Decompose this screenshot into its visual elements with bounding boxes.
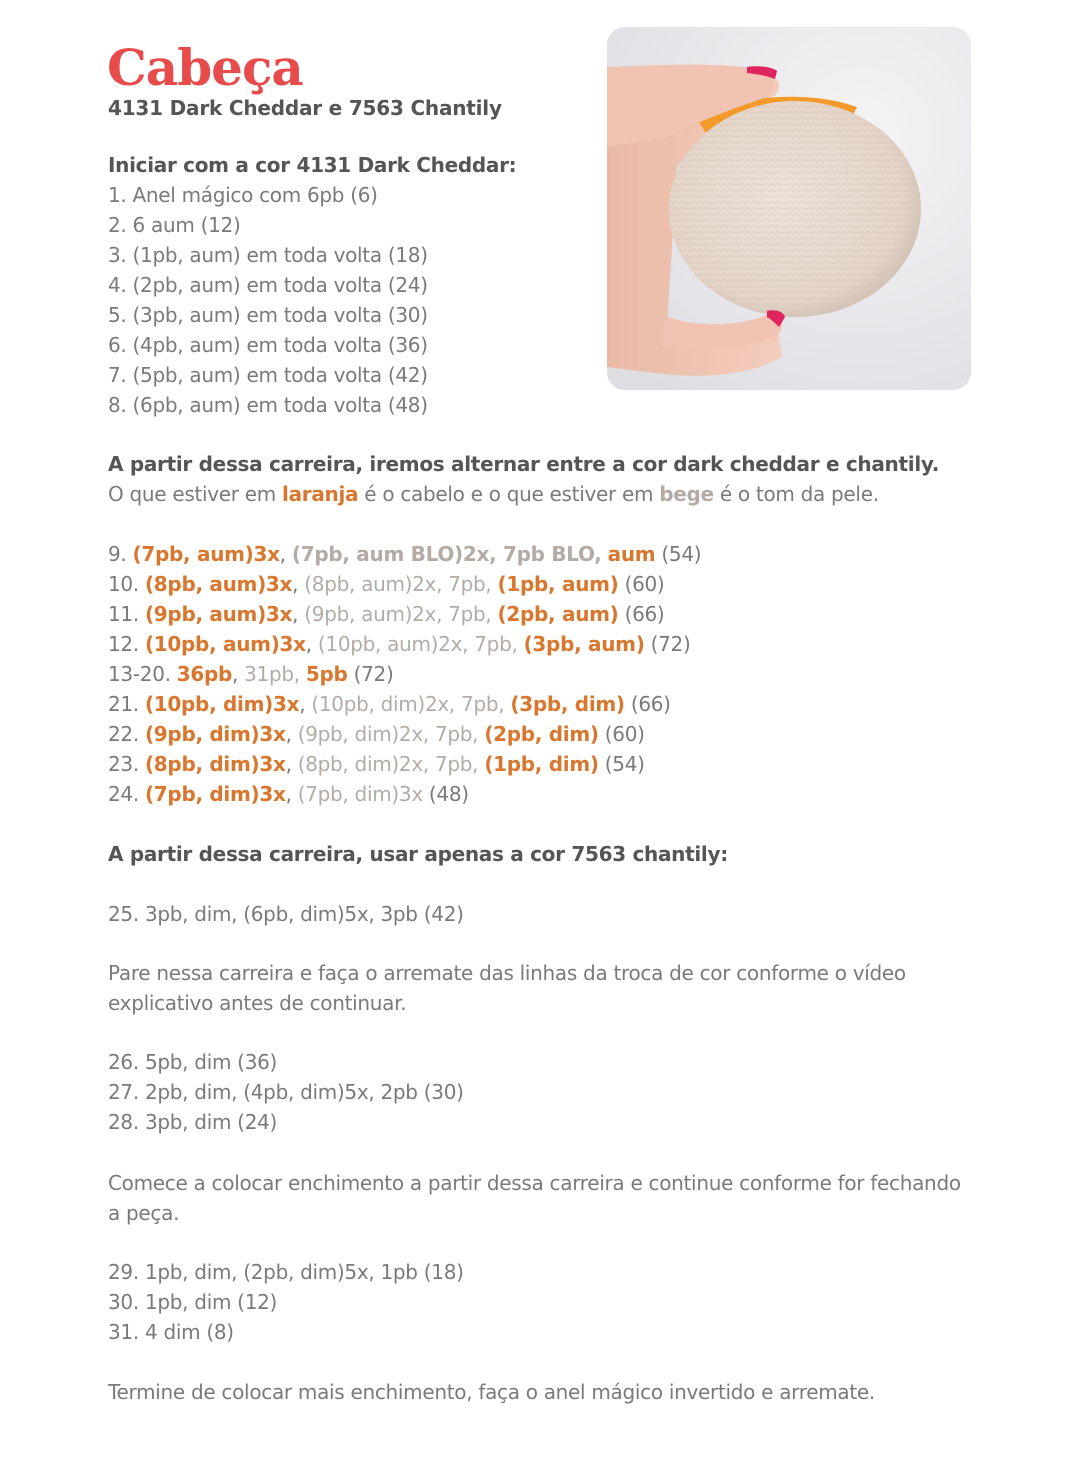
section-heading: A partir dessa carreira, iremos alternar entre a cor dark cheddar e chantily. [108,452,940,476]
legend-text: é o tom da pele. [713,482,879,506]
row-25: 25. 3pb, dim, (6pb, dim)5x, 3pb (42) [108,902,464,926]
row-12: 12. (10pb, aum)3x, (10pb, aum)2x, 7pb, (3pb, aum) (72) [108,632,691,656]
section-start [108,150,516,420]
row-1: 1. Anel mágico com 6pb (6) [108,183,378,207]
note-finish-color-change [108,958,968,1018]
section-chantily [108,839,728,869]
row-22: 22. (9pb, dim)3x, (9pb, dim)2x, 7pb, (2pb, dim) (60) [108,722,645,746]
row-25-block [108,899,464,929]
color-legend [108,479,939,509]
row-24: 24. (7pb, dim)3x, (7pb, dim)3x (48) [108,782,469,806]
page-title: Cabeça [107,38,303,97]
note-stuffing [108,1168,968,1228]
row-9: 9. (7pb, aum)3x, (7pb, aum BLO)2x, 7pb BLO, aum (54) [108,542,702,566]
row-28: 28. 3pb, dim (24) [108,1110,278,1134]
row-26: 26. 5pb, dim (36) [108,1050,278,1074]
row-6: 6. (4pb, aum) em toda volta (36) [108,333,428,357]
note-finish [108,1377,875,1407]
row-5: 5. (3pb, aum) em toda volta (30) [108,303,428,327]
row-2: 2. 6 aum (12) [108,213,241,237]
section-heading: Iniciar com a cor 4131 Dark Cheddar: [108,153,517,177]
crochet-head-photo [607,27,971,390]
row-4: 4. (2pb, aum) em toda volta (24) [108,273,428,297]
legend-text: O que estiver em [108,482,283,506]
section-heading: A partir dessa carreira, usar apenas a cor 7563 chantily: [108,842,728,866]
legend-text: é o cabelo e o que estiver em [358,482,660,506]
photo-illustration [607,27,971,390]
note-text: Pare nessa carreira e faça o arremate das linhas da troca de cor conforme o vídeo explicativo antes de continuar. [108,961,906,1015]
row-11: 11. (9pb, aum)3x, (9pb, aum)2x, 7pb, (2pb, aum) (66) [108,602,665,626]
yarn-colors-subtitle: 4131 Dark Cheddar e 7563 Chantily [108,96,502,120]
row-23: 23. (8pb, dim)3x, (8pb, dim)2x, 7pb, (1pb, dim) (54) [108,752,645,776]
note-text: Comece a colocar enchimento a partir dessa carreira e continue conforme for fechando a peça. [108,1171,961,1225]
section-alternate [108,449,939,509]
row-30: 30. 1pb, dim (12) [108,1290,278,1314]
row-27: 27. 2pb, dim, (4pb, dim)5x, 2pb (30) [108,1080,464,1104]
note-text: Termine de colocar mais enchimento, faça o anel mágico invertido e arremate. [108,1380,875,1404]
rows-26-28 [108,1047,464,1137]
alternating-rows [108,539,701,809]
row-21: 21. (10pb, dim)3x, (10pb, dim)2x, 7pb, (3pb, dim) (66) [108,692,671,716]
row-8: 8. (6pb, aum) em toda volta (48) [108,393,428,417]
row-13-20: 13-20. 36pb, 31pb, 5pb (72) [108,662,394,686]
row-7: 7. (5pb, aum) em toda volta (42) [108,363,428,387]
row-3: 3. (1pb, aum) em toda volta (18) [108,243,428,267]
legend-beige: bege [659,482,714,506]
rows-29-31 [108,1257,464,1347]
row-29: 29. 1pb, dim, (2pb, dim)5x, 1pb (18) [108,1260,464,1284]
row-31: 31. 4 dim (8) [108,1320,234,1344]
legend-orange: laranja [282,482,359,506]
row-10: 10. (8pb, aum)3x, (8pb, aum)2x, 7pb, (1pb, aum) (60) [108,572,665,596]
